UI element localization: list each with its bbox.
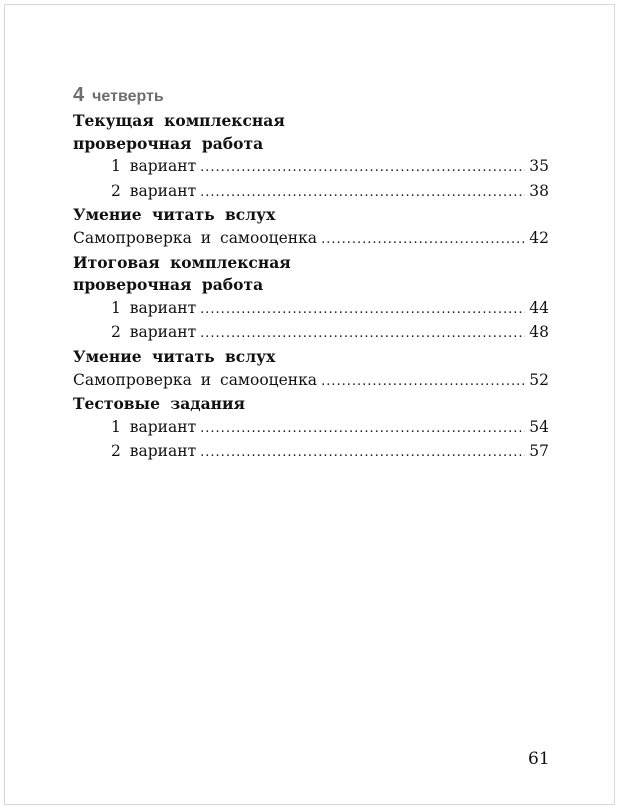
toc-heading: Текущая комплексная xyxy=(73,111,285,130)
dot-leader xyxy=(200,182,525,205)
toc-heading: проверочная работа xyxy=(73,133,264,153)
toc-entry xyxy=(73,369,549,394)
toc-entry xyxy=(73,416,549,441)
toc-entry-label: 1 вариант xyxy=(111,157,197,176)
dot-leader xyxy=(321,229,525,252)
dot-leader xyxy=(321,371,525,394)
dot-leader xyxy=(200,418,525,441)
toc-entry-label: Самопроверка и самооценка xyxy=(73,228,318,247)
page-number: 61 xyxy=(528,749,550,769)
toc-heading: Итоговая комплексная xyxy=(73,252,291,272)
quarter-number: 4 xyxy=(73,84,85,106)
dot-leader xyxy=(200,157,525,180)
toc-heading: Умение читать вслух xyxy=(73,346,276,366)
toc-entry xyxy=(73,227,549,252)
toc-entry-label: Самопроверка и самооценка xyxy=(73,370,318,389)
toc-entry-label: 2 вариант xyxy=(111,181,197,200)
dot-leader xyxy=(200,442,525,465)
section-title xyxy=(73,84,164,108)
toc-entry xyxy=(73,321,549,346)
toc-entry xyxy=(73,297,549,322)
quarter-label: четверть xyxy=(92,88,164,105)
toc-heading: Тестовые задания xyxy=(73,394,245,414)
toc-entry-label: 2 вариант xyxy=(111,442,197,461)
toc-entry-page: 42 xyxy=(529,228,549,247)
toc-entry-page: 52 xyxy=(529,370,549,389)
toc-entry-page: 38 xyxy=(529,181,549,200)
toc-entry-label: 2 вариант xyxy=(111,323,197,342)
dot-leader xyxy=(200,299,525,322)
table-of-contents xyxy=(73,110,549,465)
dot-leader xyxy=(200,323,525,346)
toc-entry xyxy=(73,180,549,205)
toc-heading: Умение читать вслух xyxy=(73,205,276,225)
toc-entry-page: 54 xyxy=(529,417,549,436)
toc-entry-page: 35 xyxy=(529,157,549,176)
toc-entry-page: 44 xyxy=(529,298,549,317)
toc-entry xyxy=(73,440,549,465)
toc-entry xyxy=(73,155,549,180)
toc-entry-label: 1 вариант xyxy=(111,298,197,317)
toc-heading: проверочная работа xyxy=(73,275,264,295)
toc-entry-label: 1 вариант xyxy=(111,417,197,436)
toc-entry-page: 48 xyxy=(529,323,549,342)
toc-entry-page: 57 xyxy=(529,442,549,461)
